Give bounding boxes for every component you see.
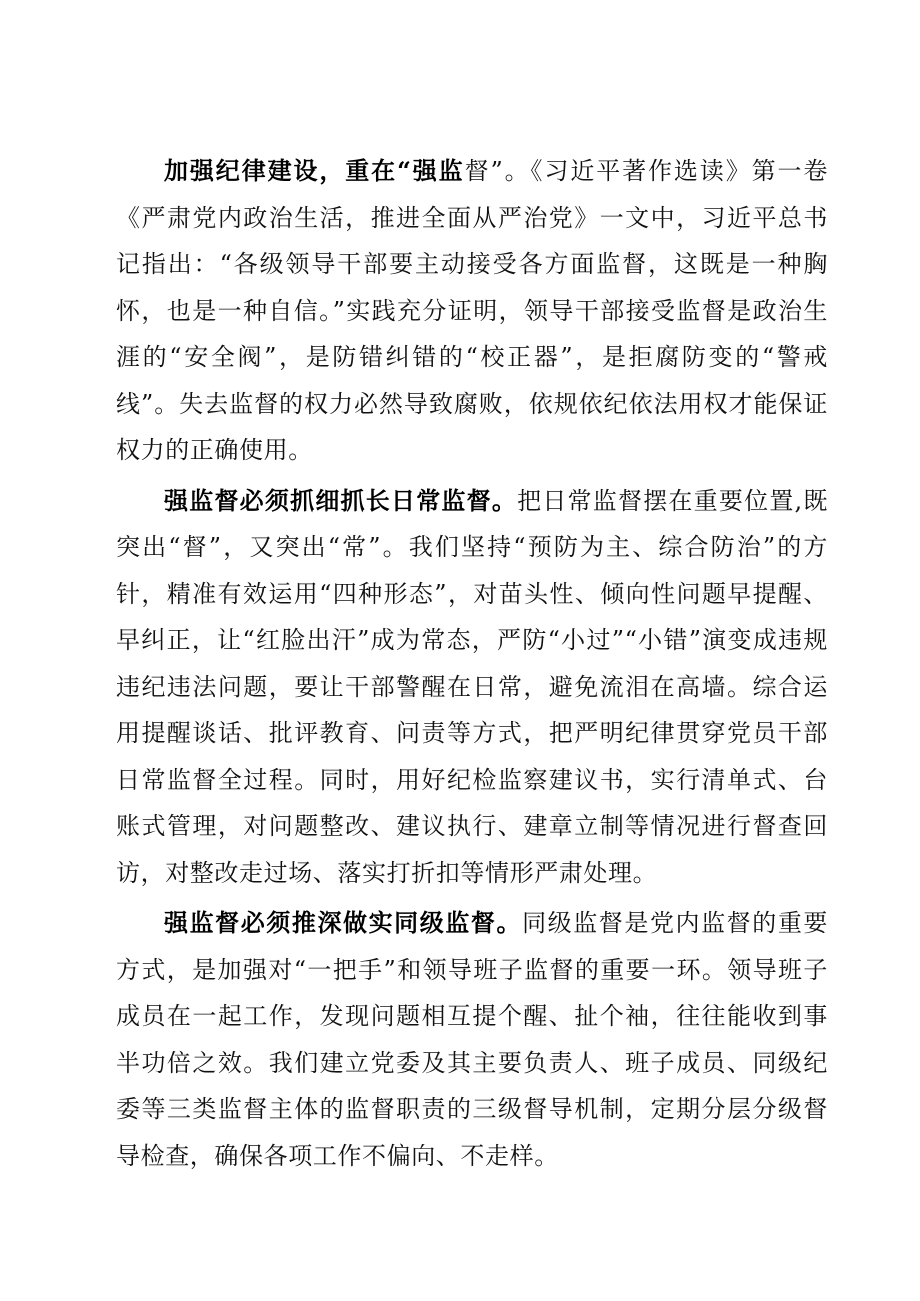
paragraph-lead: 强监督必须推深做实同级监督。 (164, 908, 523, 937)
document-body (116, 148, 828, 1179)
paragraph-daily-supervision (116, 478, 828, 897)
paragraph-lead: 强监督必须抓细抓长日常监督。 (164, 485, 518, 515)
paragraph-peer-supervision (116, 900, 828, 1179)
paragraph-lead: 加强纪律建设，重在“强监 (164, 156, 465, 185)
paragraph-discipline-construction (116, 148, 828, 474)
paragraph-text: 督”。《习近平著作选读》第一卷《严肃党内政治生活，推进全面从严治党》一文中，习近平总书记指出：“各级领导干部要主动接受各方面监督，这既是一种胸怀，也是一种自信。”实践充分证明，领导干部接受监督是政治生涯的“安全阀”，是防错纠错的“校正器”，是拒腐防变的“警戒线”。失去监督的权力必然导致腐败，依规依纪依法用权才能保证权力的正确使用。 (116, 157, 828, 464)
paragraph-text: 同级监督是党内监督的重要方式，是加强对“一把手”和领导班子监督的重要一环。领导班子成员在一起工作，发现问题相互提个醒、扯个袖，往往能收到事半功倍之效。我们建立党委及其主要负责人、班子成员、同级纪委等三类监督主体的监督职责的三级督导机制，定期分层分级督导检查，确保各项工作不偏向、不走样。 (116, 909, 828, 1170)
paragraph-text: 把日常监督摆在重要位置,既突出“督”，又突出“常”。我们坚持“预防为主、综合防治”的方针，精准有效运用“四种形态”，对苗头性、倾向性问题早提醒、早纠正，让“红脸出汗”成为常态，严防“小过”“小错”演变成违规违纪违法问题，要让干部警醒在日常，避免流泪在高墙。综合运用提醒谈话、批评教育、问责等方式，把严明纪律贯穿党员干部日常监督全过程。同时，用好纪检监察建议书，实行清单式、台账式管理，对问题整改、建议执行、建章立制等情况进行督查回访，对整改走过场、落实打折扣等情形严肃处理。 (116, 486, 828, 887)
